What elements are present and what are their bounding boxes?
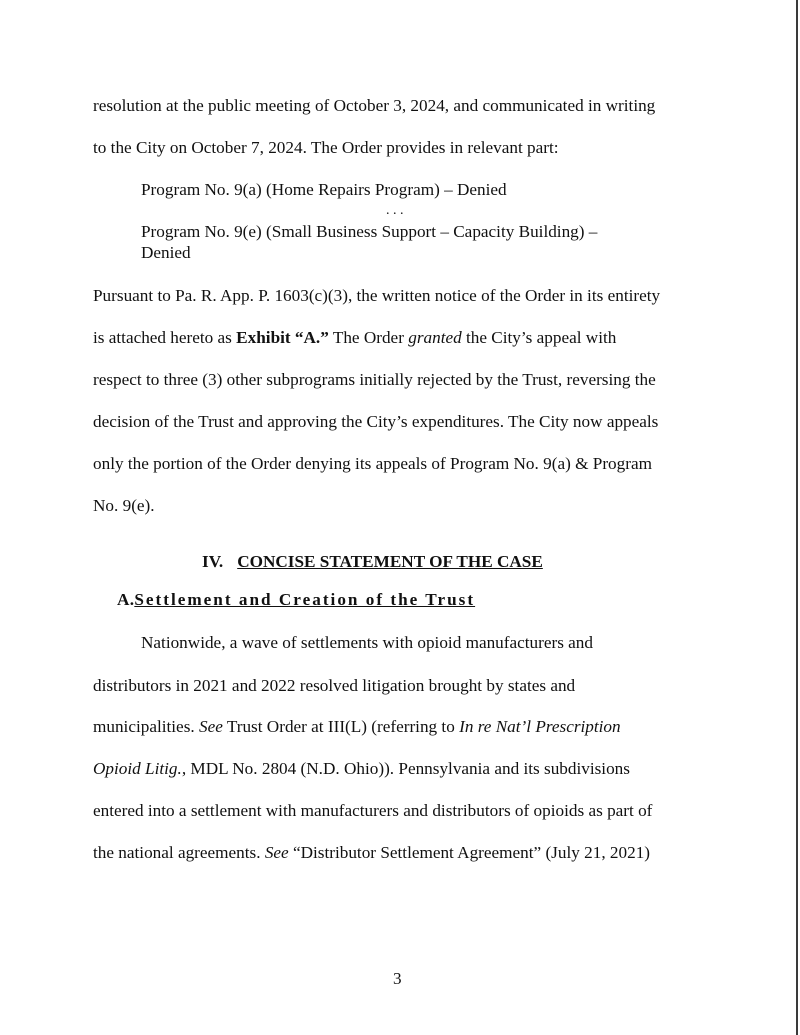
paragraph-line: No. 9(e). [93, 496, 155, 515]
emphasis-text: granted [408, 328, 462, 347]
exhibit-reference: Exhibit “A.” [236, 328, 329, 347]
paragraph-line: only the portion of the Order denying its appeals of Program No. 9(a) & Program [93, 454, 652, 473]
text-run: , MDL No. 2804 (N.D. Ohio)). Pennsylvania and its subdivisions [181, 759, 630, 778]
paragraph-line [93, 843, 650, 863]
paragraph-line [93, 328, 616, 348]
section-title: CONCISE STATEMENT OF THE CASE [237, 552, 543, 571]
subsection-title: Settlement and Creation of the Trust [134, 590, 476, 609]
case-name: Opioid Litig. [93, 759, 182, 778]
citation-signal: See [264, 843, 289, 862]
paragraph-line: respect to three (3) other subprograms initially rejected by the Trust, reversing the [93, 370, 656, 389]
text-run: the City’s appeal with [461, 328, 617, 347]
section-number: IV. [202, 552, 224, 571]
paragraph-line [93, 717, 621, 737]
paragraph-line: Nationwide, a wave of settlements with opioid manufacturers and [141, 633, 593, 652]
quote-ellipsis: . . . [386, 203, 404, 218]
quote-item: Program No. 9(e) (Small Business Support – Capacity Building) – [141, 222, 598, 241]
paragraph-line: Pursuant to Pa. R. App. P. 1603(c)(3), the written notice of the Order in its entirety [93, 286, 661, 305]
text-run: “Distributor Settlement Agreement” (July 21, 2021) [288, 843, 651, 862]
subsection-letter: A. [117, 590, 135, 609]
text-run: is attached hereto as [93, 328, 237, 347]
case-name: In re Nat’l Prescription [459, 717, 621, 736]
text-run: Trust Order at III(L) (referring to [222, 717, 460, 736]
paragraph-line: decision of the Trust and approving the City’s expenditures. The City now appeals [93, 412, 659, 431]
paragraph-line [93, 759, 630, 779]
paragraph-line: entered into a settlement with manufacturers and distributors of opioids as part of [93, 801, 653, 820]
text-run: The Order [328, 328, 409, 347]
quote-item: Denied [141, 243, 191, 262]
paragraph-line: to the City on October 7, 2024. The Order provides in relevant part: [93, 138, 559, 157]
paragraph-line: resolution at the public meeting of October 3, 2024, and communicated in writing [93, 96, 656, 115]
quote-item: Program No. 9(a) (Home Repairs Program) – Denied [141, 180, 507, 199]
page-number: 3 [393, 969, 402, 988]
paragraph-line: distributors in 2021 and 2022 resolved litigation brought by states and [93, 676, 576, 695]
text-run: municipalities. [93, 717, 199, 736]
subsection-heading [117, 590, 475, 610]
text-run: the national agreements. [93, 843, 265, 862]
section-heading [202, 552, 543, 572]
citation-signal: See [198, 717, 223, 736]
